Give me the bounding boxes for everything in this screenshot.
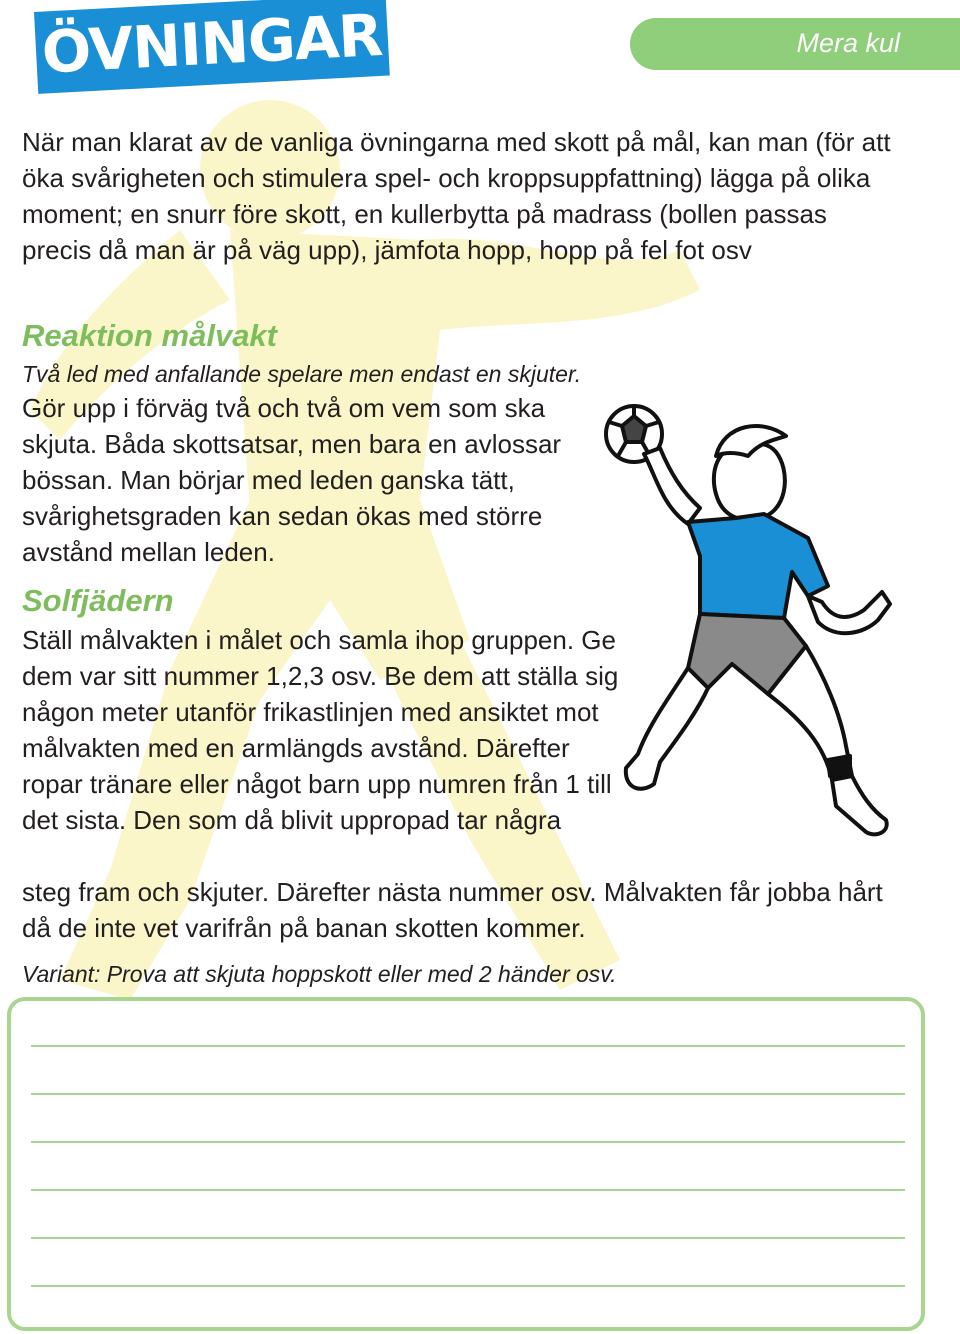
intro-paragraph: När man klarat av de vanliga övningarna med skott på mål, kan man (för att öka svårigheten och stimulera spel- och kroppsuppfattning) lägga på olika moment; en snurr före skott, en kullerbytta på madrass (bollen passas precis då man är på väg upp), jämfota hopp, hopp på fel fot osv [22, 127, 891, 265]
note-line [31, 1045, 905, 1047]
note-line [31, 1237, 905, 1239]
section-tab [630, 18, 960, 70]
note-line [31, 1285, 905, 1287]
heading-solfjadern: Solfjädern [22, 583, 174, 618]
handball-player-illustration [596, 396, 906, 846]
note-line [31, 1141, 905, 1143]
variant-note: Variant: Prova att skjuta hoppskott eller med 2 händer osv. [22, 961, 617, 987]
reaktion-body: Gör upp i förväg två och två om vem som ska skjuta. Båda skottsatsar, men bara en avlossar bössan. Man börjar med leden ganska tätt, svårighetsgraden kan sedan ökas med större avstånd mellan leden. [22, 393, 562, 567]
solfjadern-body-continued: steg fram och skjuter. Därefter nästa nummer osv. Målvakten får jobba hårt då de inte vet varifrån på banan skotten kommer. [22, 877, 883, 943]
note-line [31, 1189, 905, 1191]
section-tab-label: Mera kul [796, 28, 900, 58]
heading-reaktion-malvakt: Reaktion målvakt [22, 318, 277, 353]
notes-box [7, 997, 925, 1331]
solfjadern-body: Ställ målvakten i målet och samla ihop gruppen. Ge dem var sitt nummer 1,2,3 osv. Be dem att ställa sig någon meter utanför frikastlinjen med ansiktet mot målvakten med en armlängds avstånd. Därefter ropar tränare eller något barn upp numren från 1 till det sista. Den som då blivit uppropad tar några [22, 625, 619, 835]
reaktion-lead: Två led med anfallande spelare men endast en skjuter. [22, 361, 582, 387]
page-title: ÖVNINGAR [40, 0, 384, 87]
note-line [31, 1093, 905, 1095]
